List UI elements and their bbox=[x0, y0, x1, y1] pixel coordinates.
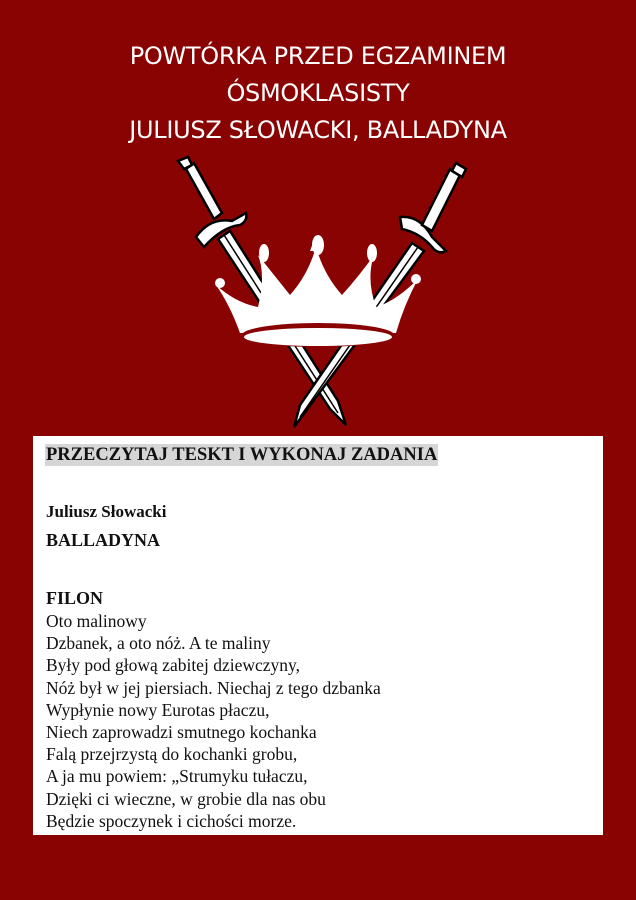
text-panel bbox=[33, 436, 603, 835]
speaker-name: FILON bbox=[46, 588, 104, 608]
verse-line: Oto malinowy bbox=[46, 611, 147, 631]
title-line-1: POWTÓRKA PRZED EGZAMINEM bbox=[129, 42, 507, 70]
author-name: Juliusz Słowacki bbox=[46, 502, 167, 521]
verse-line: Niech zaprowadzi smutnego kochanka bbox=[46, 722, 317, 743]
instruction-heading: PRZECZYTAJ TESKT I WYKONAJ ZADANIA bbox=[46, 445, 438, 465]
verse-line: Dzięki ci wieczne, w grobie dla nas obu bbox=[46, 788, 326, 809]
verse-line: Falą przejrzystą do kochanki grobu, bbox=[46, 744, 298, 765]
verse-line: Wypłynie nowy Eurotas płaczu, bbox=[46, 699, 270, 720]
title-line-2: ÓSMOKLASISTY bbox=[226, 79, 410, 107]
verse-line: Dzbanek, a oto nóż. A te maliny bbox=[46, 633, 271, 654]
verse-line: Nóż był w jej piersiach. Niechaj z tego dzbanka bbox=[46, 677, 381, 698]
verse-line: A ja mu powiem: „Strumyku tułaczu, bbox=[46, 766, 308, 787]
cover-title bbox=[0, 38, 636, 149]
verse-block bbox=[46, 610, 381, 832]
title-line-3: JULIUSZ SŁOWACKI, BALLADYNA bbox=[129, 116, 507, 144]
work-title: BALLADYNA bbox=[46, 530, 161, 550]
verse-line: Będzie spoczynek i cichości morze. bbox=[46, 810, 297, 831]
verse-line: Były pod głową zabitej dziewczyny, bbox=[46, 655, 300, 676]
crown-and-crossed-swords-icon bbox=[170, 155, 470, 435]
